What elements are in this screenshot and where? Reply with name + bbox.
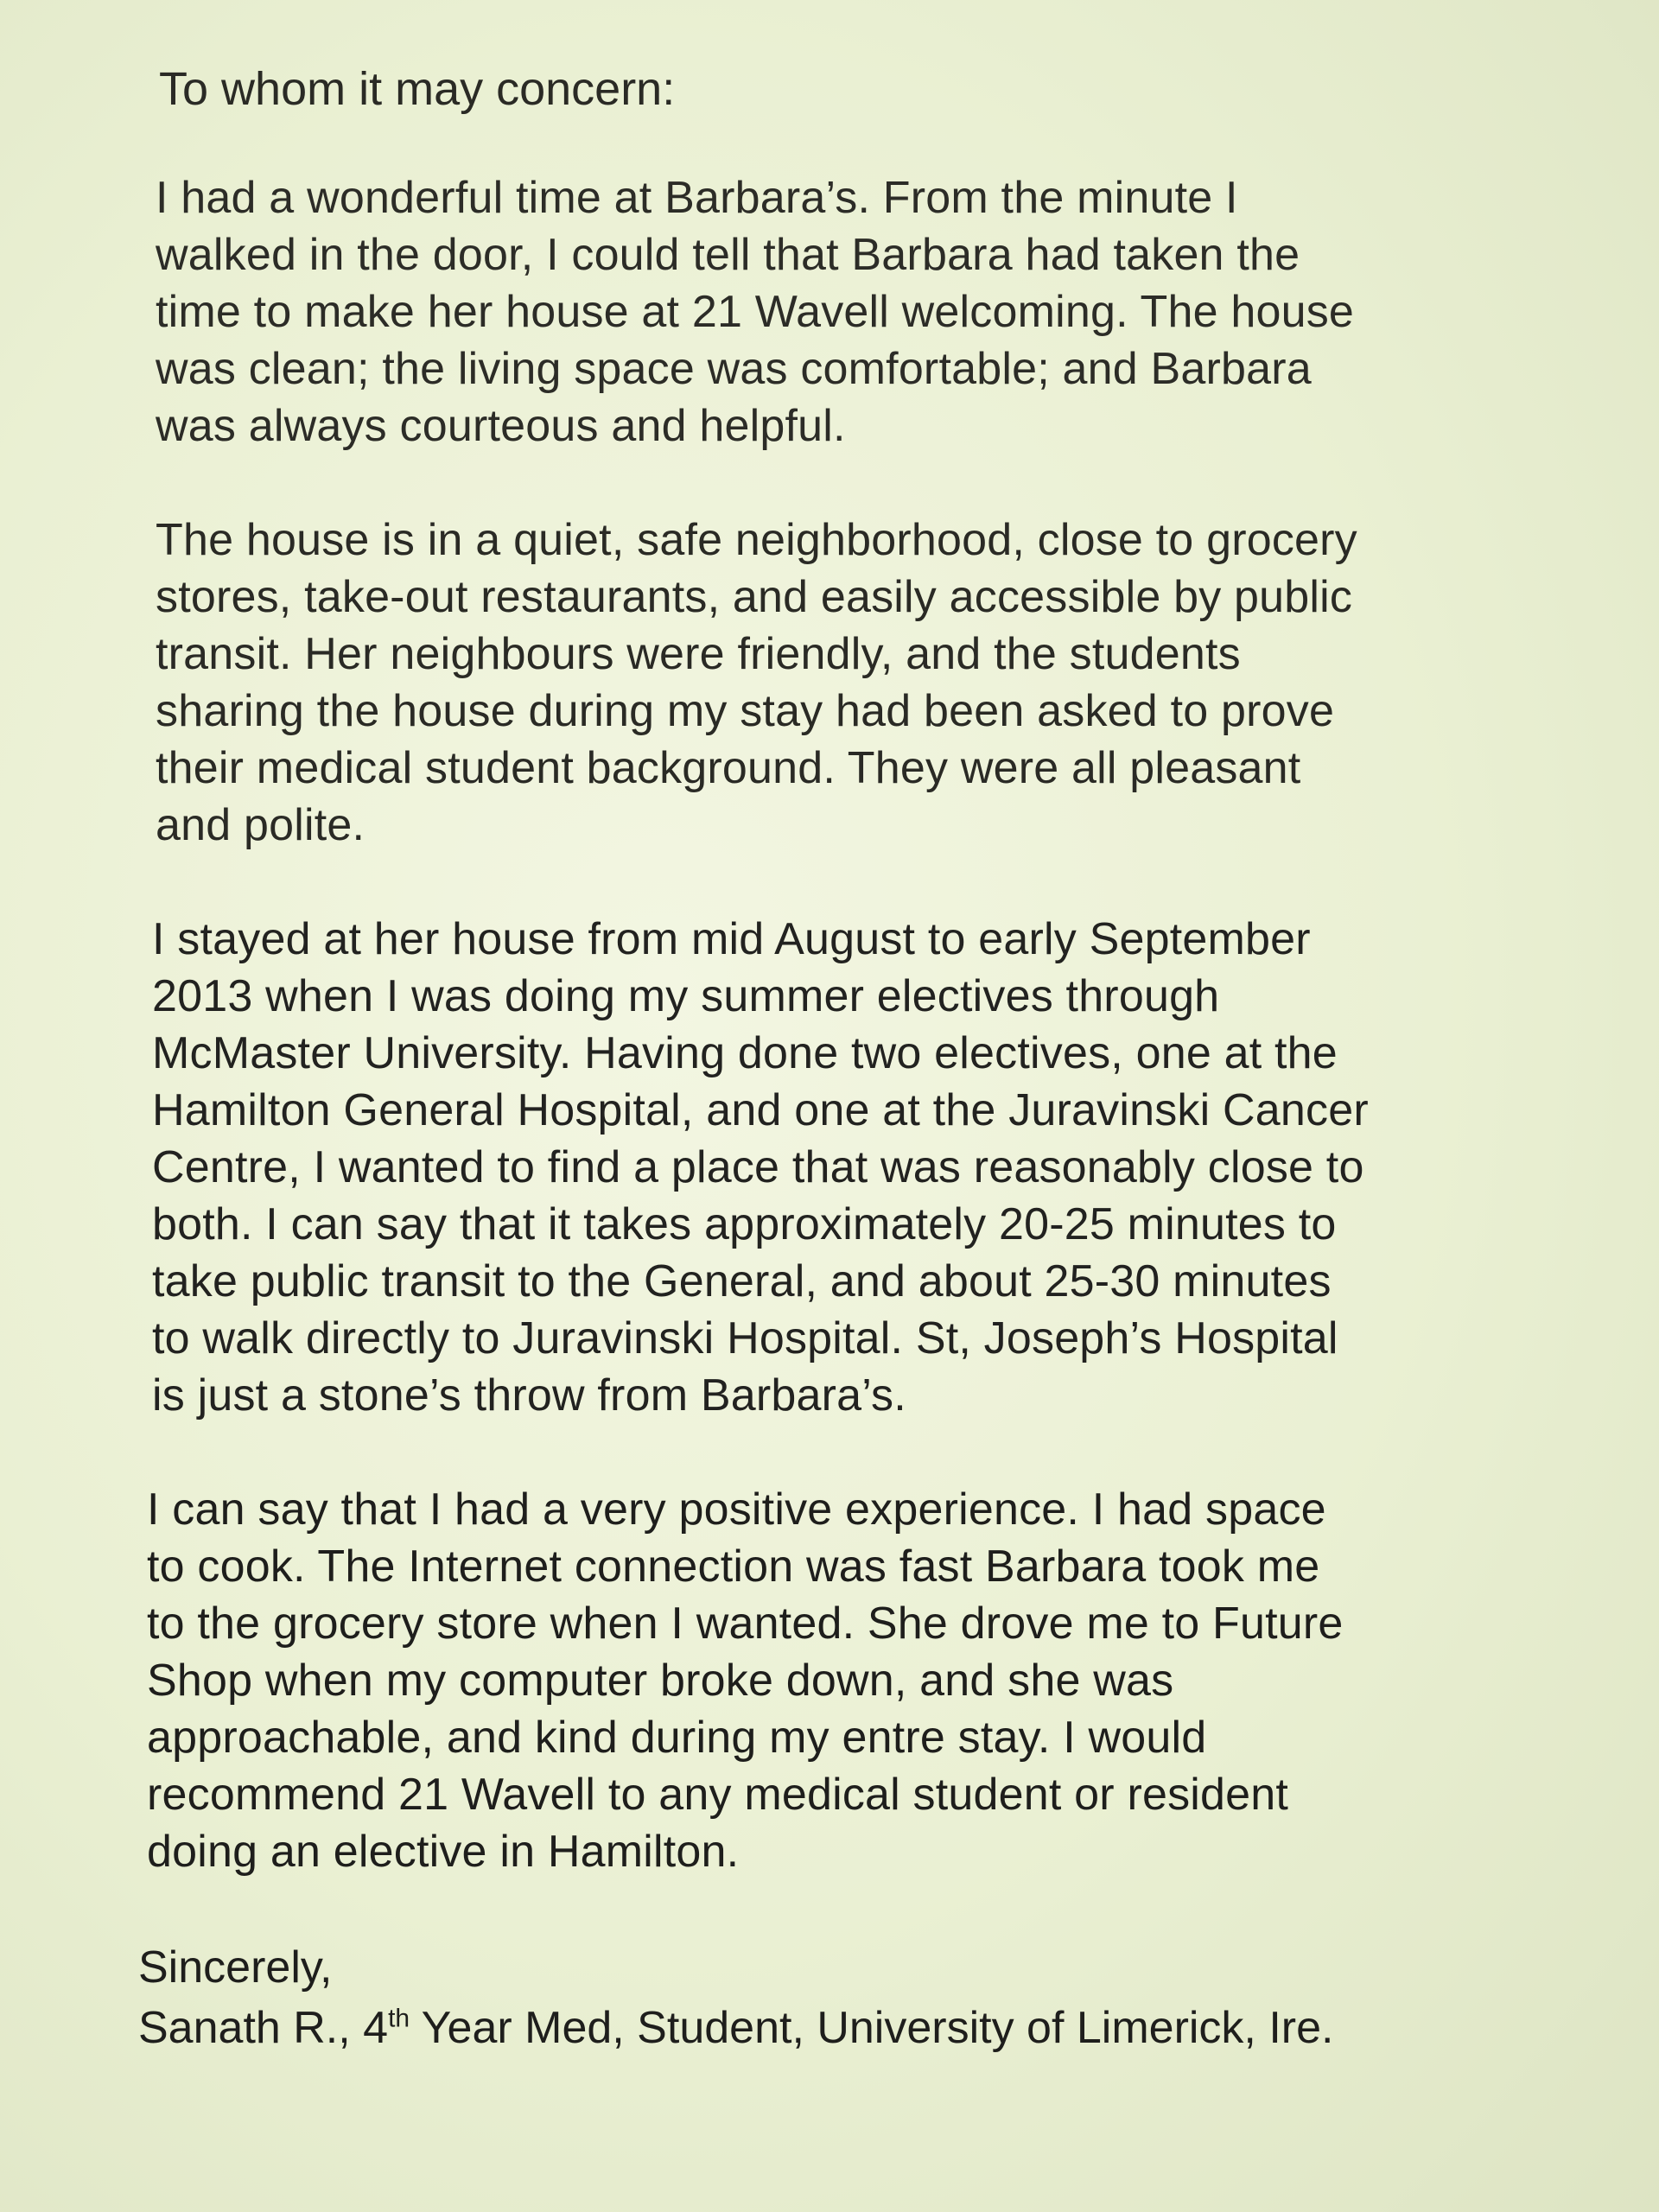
closing-block (138, 1937, 1547, 2058)
text-line: transit. Her neighbours were friendly, and the students (156, 628, 1241, 679)
text-line: was always courteous and helpful. (156, 400, 846, 451)
text-line: 2013 when I was doing my summer electives through (152, 970, 1220, 1021)
text-line: was clean; the living space was comfortable; and Barbara (156, 343, 1312, 394)
text-line: to walk directly to Juravinski Hospital. St, Joseph’s Hospital (152, 1313, 1338, 1363)
text-line: Shop when my computer broke down, and she was (147, 1655, 1174, 1706)
signature-name: Sanath R., 4 (138, 2002, 389, 2053)
text-line: to the grocery store when I wanted. She drove me to Future (147, 1598, 1344, 1649)
text-line: Hamilton General Hospital, and one at the Juravinski Cancer (152, 1084, 1369, 1135)
paragraph-1 (156, 169, 1547, 454)
text-line: doing an elective in Hamilton. (147, 1826, 740, 1877)
signature-superscript: th (388, 2004, 410, 2033)
letter (138, 60, 1547, 2058)
text-line: and polite. (156, 799, 365, 850)
text-line: walked in the door, I could tell that Barbara had taken the (156, 229, 1300, 280)
paragraph-4 (147, 1481, 1547, 1880)
text-line: time to make her house at 21 Wavell welcoming. The house (156, 286, 1355, 337)
paragraph-2 (156, 512, 1547, 854)
signature (138, 1998, 1547, 2058)
text-line: I can say that I had a very positive experience. I had space (147, 1484, 1326, 1535)
text-line: McMaster University. Having done two electives, one at the (152, 1027, 1338, 1078)
text-line: to cook. The Internet connection was fast Barbara took me (147, 1541, 1320, 1592)
text-line: approachable, and kind during my entre stay. I would (147, 1712, 1207, 1763)
text-line: sharing the house during my stay had been asked to prove (156, 685, 1335, 736)
text-line: both. I can say that it takes approximately 20-25 minutes to (152, 1198, 1337, 1249)
closing-text: Sincerely, (138, 1942, 333, 1993)
text-line: their medical student background. They were all pleasant (156, 742, 1301, 793)
text-line: I stayed at her house from mid August to early September (152, 913, 1311, 964)
text-line: recommend 21 Wavell to any medical student or resident (147, 1769, 1289, 1820)
text-line: take public transit to the General, and about 25-30 minutes (152, 1255, 1332, 1306)
text-line: is just a stone’s throw from Barbara’s. (152, 1370, 906, 1421)
salutation: To whom it may concern: (159, 63, 676, 115)
text-line: The house is in a quiet, safe neighborhood, close to grocery (156, 514, 1357, 565)
text-line: I had a wonderful time at Barbara’s. From the minute I (156, 172, 1238, 223)
text-line: stores, take-out restaurants, and easily accessible by public (156, 571, 1353, 622)
text-line: Centre, I wanted to find a place that was reasonably close to (152, 1141, 1364, 1192)
signature-details: Year Med, Student, University of Limerick, Ire. (410, 2002, 1334, 2053)
paragraph-3 (152, 911, 1547, 1424)
